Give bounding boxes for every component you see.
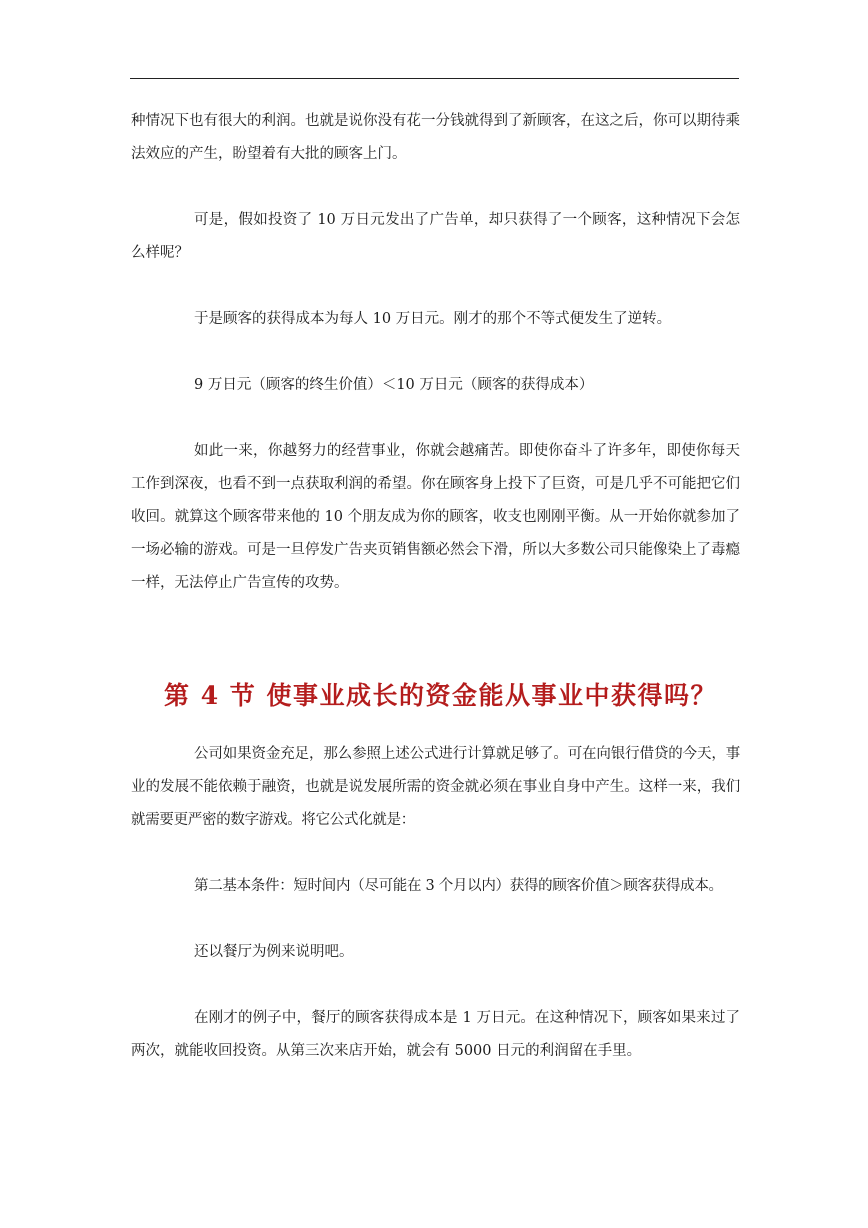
paragraph-inequality: 9 万日元（顾客的终生价值）＜10 万日元（顾客的获得成本） — [194, 377, 594, 393]
paragraph-losing-game: 如此一来，你越努力的经营事业，你就会越痛苦。即使你奋斗了许多年，即使你每天工作到深夜，也看不到一点获取利润的希望。你在顾客身上投下了巨资，可是几乎不可能把它们收回。就算这个顾客带来他的 10 个朋友成为你的顾客，收支也刚刚平衡。从一开始你就参加了一场必输的游戏。可是一旦停发广告夹页销售额必然会下滑，所以大多数公司只能像染上了毒瘾一样，无法停止广告宣传的攻势。 — [131, 443, 740, 591]
paragraph-funding: 公司如果资金充足，那么参照上述公式进行计算就足够了。可在向银行借贷的今天，事业的发展不能依赖于融资，也就是说发展所需的资金就必须在事业自身中产生。这样一来，我们就需要更严密的数字游戏。将它公式化就是： — [131, 746, 740, 828]
paragraph-second-condition: 第二基本条件：短时间内（尽可能在 3 个月以内）获得的顾客价值＞顾客获得成本。 — [194, 878, 723, 894]
section-title: 第 4 节 使事业成长的资金能从事业中获得吗？ — [164, 681, 718, 710]
paragraph-acquisition-cost: 于是顾客的获得成本为每人 10 万日元。刚才的那个不等式便发生了逆转。 — [194, 311, 672, 327]
paragraph-continuation: 种情况下也有很大的利润。也就是说你没有花一分钱就得到了新顾客，在这之后，你可以期待乘法效应的产生，盼望着有大批的顾客上门。 — [131, 113, 740, 162]
paragraph-investment-question: 可是，假如投资了 10 万日元发出了广告单，却只获得了一个顾客，这种情况下会怎么样呢？ — [131, 212, 740, 261]
header-rule — [130, 78, 739, 79]
document-body — [131, 105, 740, 1068]
paragraph-restaurant-cost: 在刚才的例子中，餐厅的顾客获得成本是 1 万日元。在这种情况下，顾客如果来过了两次，就能收回投资。从第三次来店开始，就会有 5000 日元的利润留在手里。 — [131, 1010, 740, 1059]
paragraph-restaurant-example: 还以餐厅为例来说明吧。 — [194, 944, 354, 960]
